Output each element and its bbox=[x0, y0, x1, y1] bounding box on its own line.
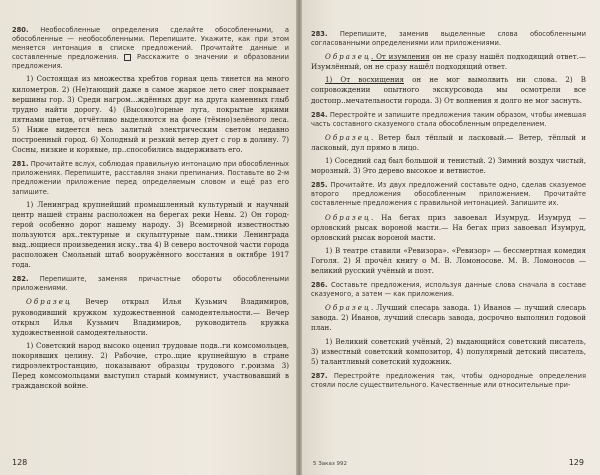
page-number-left: 128 bbox=[12, 458, 28, 467]
exercise-283-sample: Образец. От изумления он не сразу нашёл подходящий ответ.— Изумлённый, он не сразу нашёл подходящий ответ. bbox=[311, 52, 586, 72]
exercise-282-task: 282. Перепишите, заменяя причастные обороты обособленными приложениями. bbox=[12, 275, 289, 293]
checkbox-mark-icon bbox=[124, 54, 131, 61]
exercise-286-task: 286. Составьте предложения, используя данные слова сначала в составе сказуемого, а затем — как приложения. bbox=[311, 281, 586, 299]
exercise-285-sample: Образец. На бегах приз завоевал Изумруд. Изумруд — орловский рысак вороной масти.— На бегах приз завоевал Изумруд, орловский рысак вороной масти. bbox=[311, 212, 586, 242]
exercise-282-sample: Образец Вечер открыл Илья Кузьмич Владимиров, руководивший кружком художественной самодеятельности.— Вечер открыл Илья Кузьмич Владимиров, руководитель кружка художественной самодеятельности. bbox=[12, 297, 289, 337]
exercise-286-text: 1) Великий советский учёный, 2) выдающийся советский писатель, 3) известный советский композитор, 4) популярный детский писатель, 5) талантливый советский художник. bbox=[311, 336, 586, 366]
exercise-285-text: 1) В театре ставили «Ревизора». «Ревизор» — бессмертная комедия Гоголя. 2) Я прочёл книгу о М. В. Ломоносове. М. В. Ломоносов — великий русский учёный и поэт. bbox=[311, 245, 586, 275]
exercise-285-task: 285. Прочитайте. Из двух предложений составьте одно, сделав сказуемое второго предложения обособленным приложением. Прочитайте составленные предложения с правильной интонацией. Запишите их. bbox=[311, 181, 586, 208]
exercise-286-sample: Образец. Лучший слесарь завода. 1) Иванов — лучший слесарь завода. 2) Иванов, лучший слесарь завода, досрочно выполнил годовой план. bbox=[311, 303, 586, 333]
page-number-right: 129 bbox=[568, 458, 584, 467]
exercise-284-text: 1) Соседний сад был большой и тенистый. 2) Зимний воздух чистый, морозный. 3) Это дерево высокое и ветвистое. bbox=[311, 156, 586, 176]
exercise-283-text: 1) От восхищения он не мог вымолвить ни слова. 2) В сопровождении опытного экскурсовода мы осмотрели все достопр..мечательности города. 3) От волнения я долго не мог заснуть. bbox=[311, 75, 586, 105]
exercise-280-task: 280. Необособленные определения сделайте обособленными, а обособленные — необособленными. Перепишите. Укажите, как при этом меняется интонация в списке предложений. Прочитайте данные и составленные предложения. Расскажите о значении и образовании предложения. bbox=[12, 26, 289, 71]
exercise-283-task: 283. Перепишите, заменив выделенные слова обособленными согласованными определениями или приложениями. bbox=[311, 30, 586, 48]
exercise-282-text: 1) Советский народ высоко оценил трудовые подв..ги комсомольцев, покорявших целину. 2) Рабочие, стро..щие крупнейшую в стране гидроэлектростанцию, показывают образцы трудового г.роизма 3) Перед комсомольцами выступил старый коммунист, участвовавший в гражданской войне. bbox=[12, 340, 289, 391]
exercise-280-text: 1) Состоящая из множества хребтов горная цепь тянется на много километров. 2) (Не)тающий даже в самое жаркое лето снег покрывает вершины гор. 3) Среди нагром...ждённых друг на друга каменных глыб трудно найти дорогу. 4) (Высоко)горные луга, покрытые яркими пятнами цветов, отчётливо выделяются на фоне (тёмно)зелёного леса. 5) Ниже видеется весь залитый электрическим светом недавно построенный город. 6) Холодный и резкий ветер дует с гор в долину. 7) Сосны, низкие и корявые, пр..способились выдерживать его. bbox=[12, 74, 289, 155]
right-page bbox=[299, 0, 600, 475]
left-page bbox=[0, 0, 299, 475]
exercise-284-sample: Образец. Ветер был тёплый и ласковый.— Ветер, тёплый и ласковый, дул прямо в лицо. bbox=[311, 132, 586, 152]
footer-print-mark: 5 Заказ 992 bbox=[313, 461, 348, 467]
book-gutter bbox=[296, 0, 302, 475]
exercise-287-task: 287. Перестройте предложения так, чтобы однородные определения стояли после существительного. Качественные или относительные при- bbox=[311, 371, 586, 389]
exercise-281-task: 281. Прочитайте вслух, соблюдая правильную интонацию при обособленных приложениях. Перепишите, расставляя знаки препинания. Поставьте во 2-м предложении приложение перед определяемым словом и ещё раз его запишите. bbox=[12, 160, 289, 196]
exercise-281-text: 1) Ленинград крупнейший промышленный культурный и научный центр нашей страны расположен на берегах реки Невы. 2) Он город-герой особенно дорог нашему народу. 3) Всемирной известностью пользуются арх..тектурные и скульптурные пам..тники Ленинграда выд..ющиеся произведения иску..тва 4) В северо восточной части города расположен Смольный штаб вооружённого восстания в октябре 1917 года. bbox=[12, 199, 289, 270]
exercise-284-task: 284. Перестройте и запишите предложения таким образом, чтобы имевшая часть составного сказуемого стала обособленным определением. bbox=[311, 110, 586, 128]
